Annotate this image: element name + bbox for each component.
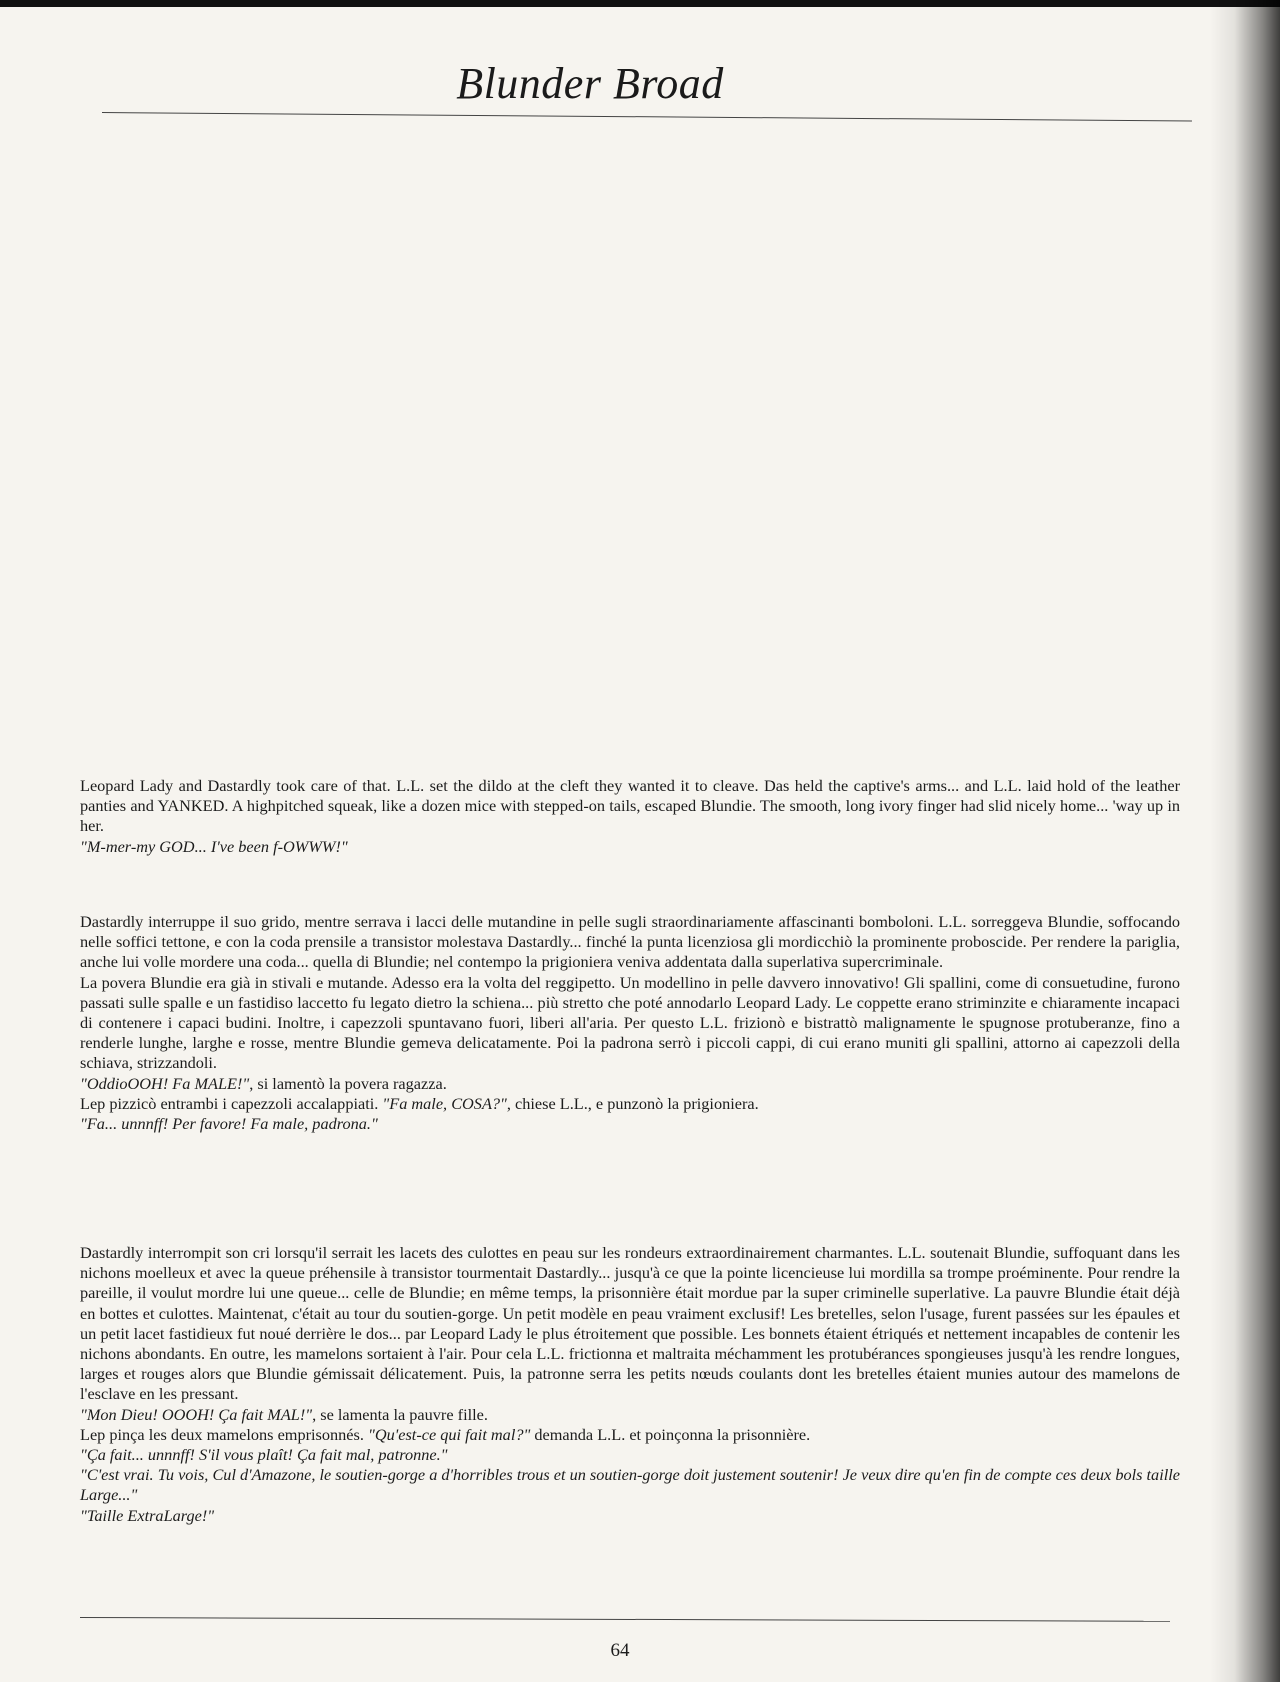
illustration-area — [90, 140, 1170, 760]
french-text-2a: Lep pinça les deux mamelons emprisonnés. — [80, 1424, 369, 1444]
italian-quote-2: "Fa male, COSA?" — [382, 1093, 507, 1113]
french-quote-5: "Taille ExtraLarge!" — [80, 1505, 215, 1525]
english-quote: "M-mer-my GOD... I've been f-OWWW!" — [80, 836, 348, 856]
italian-paragraph-4 — [80, 1094, 1180, 1114]
french-paragraph-2 — [80, 1405, 1180, 1425]
french-quote-1: "Mon Dieu! OOOH! Ça fait MAL!" — [80, 1404, 313, 1424]
italian-text-1: , si lamentò la povera ragazza. — [249, 1073, 447, 1093]
header-rule — [102, 112, 1192, 122]
page-number: 64 — [610, 1640, 630, 1661]
french-paragraph-1: Dastardly interrompit son cri lorsqu'il serrait les lacets des culottes en peau sur les rondeurs extraordinairement charmantes. L.L. soutenait Blundie, suffoquant dans les nichons moelleux et avec la queue préhensile à transistor tourmentait Dastardly... jusqu'à ce que la pointe licencieuse lui mordilla sa trompe proéminente. Pour rendre la pareille, il voulut mordre lui une queue... celle de Blundie; en même temps, la prisonnière était mordue par la super criminelle superlative. La pauvre Blundie était déjà en bottes et culottes. Maintenat, c'était au tour du soutien-gorge. Un petit modèle en peau vraiment exclusif! Les bretelles, selon l'usage, furent passées sur les épaules et un petit lacet fastidieux fut noué derrière le dos... par Leopard Lady le plus étroitement que possible. Les bonnets étaient étriqués et nettement incapables de contenir les nichons abondants. En outre, les mamelons sortaient à l'air. Pour cela L.L. frictionna et maltraita méchamment les protubérances spongieuses jusqu'à les rendre longues, larges et rouges alors que Blundie gémissait délicatement. Puis, la patronne serra les petits nœuds coulants dont les bretelles étaient munies autour des mamelons de l'esclave en les pressant. — [80, 1243, 1180, 1404]
french-text-2b: demanda L.L. et poinçonna la prisonnière. — [530, 1424, 811, 1444]
italian-quote-1: "OddioOOH! Fa MALE!" — [80, 1073, 250, 1093]
french-text-block — [80, 1243, 1180, 1526]
footer-rule — [80, 1617, 1170, 1622]
italian-paragraph-3 — [80, 1074, 1180, 1094]
french-quote-2: "Qu'est-ce qui fait mal?" — [368, 1424, 531, 1444]
italian-paragraph-2: La povera Blundie era già in stivali e mutande. Adesso era la volta del reggipetto. Un modellino in pelle davvero innovativo! Gli spallini, come di consuetudine, furono passati sulle spalle e un fastidiso laccetto fu legato dietro la schiena... più stretto che poté annodarlo Leopard Lady. Le coppette erano striminzite e chiaramente incapaci di contenere i capaci budini. Inoltre, i capezzoli spuntavano fuori, liberi all'aria. Per questo L.L. frizionò e bistrattò malignamente le spugnose protuberanze, fino a renderle lunghe, larghe e rosse, mentre Blundie gemeva delicatamente. Poi la padrona serrò i piccoli cappi, di cui erano muniti gli spallini, attorno ai capezzoli della schiava, strizzandoli. — [80, 972, 1180, 1073]
english-paragraph: Leopard Lady and Dastardly took care of that. L.L. set the dildo at the cleft they wanted it to cleave. Das held the captive's arms... and L.L. laid hold of the leather panties and YANKED. A highpitched squeak, like a dozen mice with stepped-on tails, escaped Blundie. The smooth, long ivory finger had slid nicely home... 'way up in her. — [80, 776, 1180, 836]
french-quote-4: "C'est vrai. Tu vois, Cul d'Amazone, le soutien-gorge a d'horribles trous et un soutien-gorge doit justement soutenir! Je veux dire qu'en fin de compte ces deux bols taille Large..." — [80, 1465, 1180, 1505]
binding-shadow — [1210, 0, 1280, 1682]
french-text-1: , se lamenta la pauvre fille. — [312, 1404, 488, 1424]
italian-quote-3: "Fa... unnnff! Per favore! Fa male, padrona." — [80, 1114, 378, 1134]
italian-text-block — [80, 912, 1180, 1134]
page-title: Blunder Broad — [456, 59, 724, 108]
italian-paragraph-1: Dastardly interruppe il suo grido, mentre serrava i lacci delle mutandine in pelle sugli straordinariamente affascinanti bomboloni. L.L. sorreggeva Blundie, soffocando nelle soffici tettone, e con la coda prensile a transistor molestava Dastardly... finché la punta licenziosa gli mordicchiò la prominente proboscide. Per rendere la pariglia, anche lui volle mordere una coda... quella di Blundie; nel contempo la prigioniera veniva addentata dalla superlativa supercriminale. — [80, 912, 1180, 972]
french-quote-3: "Ça fait... unnnff! S'il vous plaît! Ça fait mal, patronne." — [80, 1445, 448, 1465]
book-page — [80, 0, 1180, 1682]
italian-text-2b: , chiese L.L., e punzonò la prigioniera. — [506, 1093, 759, 1113]
english-text-block — [80, 776, 1180, 857]
french-paragraph-3 — [80, 1425, 1180, 1445]
italian-text-2a: Lep pizzicò entrambi i capezzoli accalappiati. — [80, 1093, 383, 1113]
